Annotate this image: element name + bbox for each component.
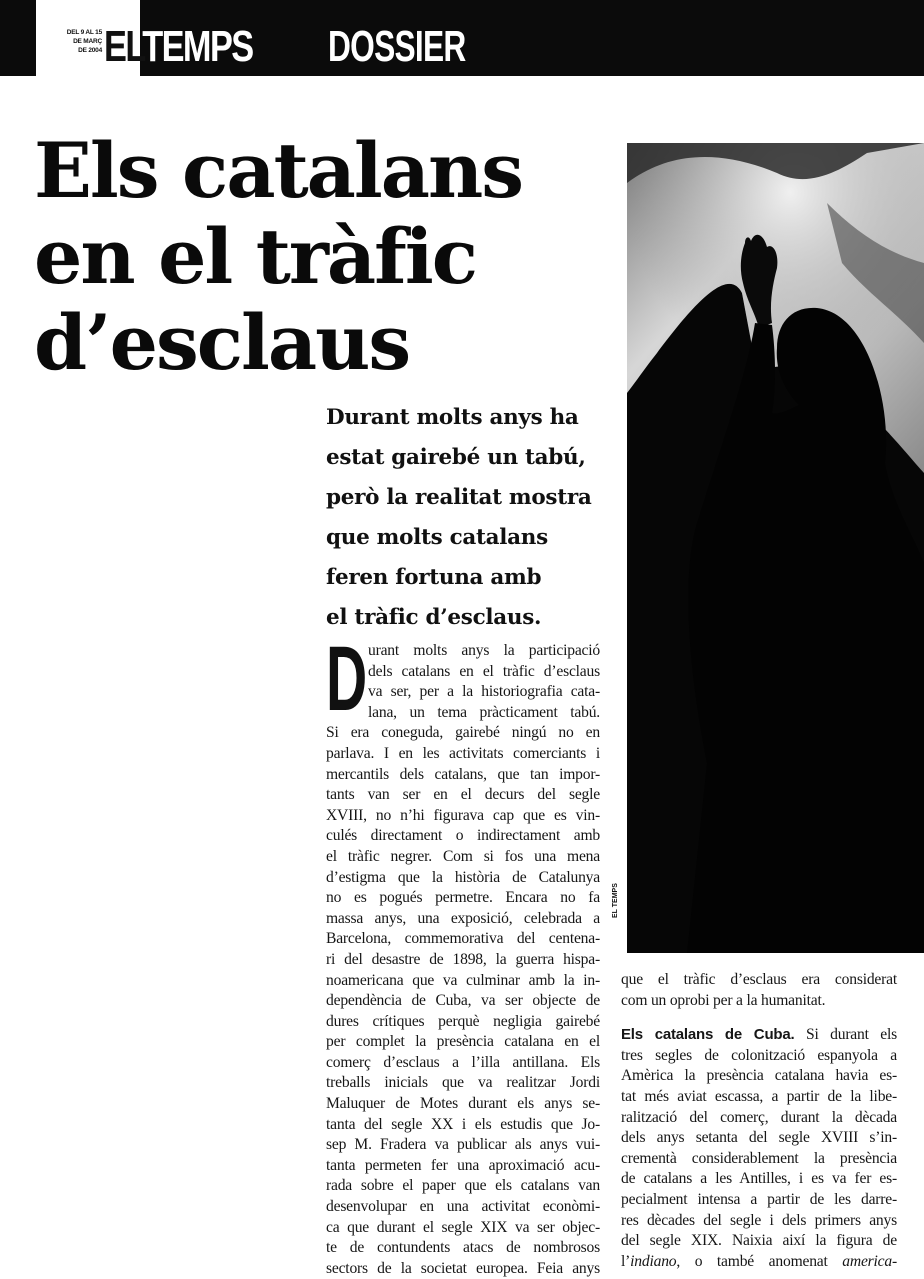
body-line: Amèrica la presència catalana havia es- [621, 1067, 897, 1085]
body-line: per complet la presència catalana en el [326, 1033, 600, 1051]
body-line: massa anys, una exposició, celebrada a [326, 909, 600, 927]
body-line: tres segles de colonització espanyola a [621, 1046, 897, 1064]
body-line: ralització del comerç, durant la dècada [621, 1108, 897, 1126]
body-line: tants van ser en el decurs del segle [326, 786, 600, 804]
body-line: tat més aviat escassa, a partir de la libe- [621, 1087, 897, 1105]
issue-date [60, 28, 102, 55]
silhouette-photo-image [627, 143, 924, 953]
issue-date-line: DE 2004 [78, 47, 102, 54]
body-line: el tràfic negrer. Com si fos una mena [326, 847, 600, 865]
body-line: desenvolupar en una activitat econòmi- [326, 1198, 600, 1216]
body-line: Si era coneguda, gairebé ningú no en [326, 724, 600, 742]
body-line: treballs inicials que va realitzar Jordi [326, 1074, 600, 1092]
body-line: dels anys setanta del segle XVIII s’in- [621, 1129, 897, 1147]
article-lead [326, 398, 616, 638]
italic-term: america- [842, 1252, 897, 1270]
headline-line: Els catalans [34, 126, 523, 215]
logo-part-temps: TEMPS [142, 22, 253, 71]
text-run: , o també anomenat [676, 1252, 843, 1270]
article-headline [34, 128, 594, 386]
italic-term: indiano [630, 1252, 677, 1270]
body-line-with-subhead [621, 1025, 897, 1046]
body-line: te de contundents atacs de nombrosos [326, 1239, 600, 1257]
body-line: noamericana que va culminar amb la in- [326, 971, 600, 989]
lead-line: però la realitat mostra [326, 485, 592, 510]
lead-line: que molts catalans [326, 525, 548, 550]
body-line: comerç d’esclaus a l’illa antillana. Els [326, 1053, 600, 1071]
body-line: ri del desastre de 1898, la guerra hispa- [326, 950, 600, 968]
body-line: rada sobre el paper que els catalans van [326, 1177, 600, 1195]
logo-part-el: EL [104, 22, 143, 71]
issue-date-line: DEL 9 AL 15 [66, 29, 102, 36]
text-run: l’ [621, 1252, 631, 1270]
body-line: Maluquer de Motes durant els anys se- [326, 1095, 600, 1113]
body-line: res dècades del segle i dels primers anys [621, 1211, 897, 1229]
article-photo [627, 143, 924, 953]
body-line: urant molts anys la participació [368, 642, 600, 659]
body-line: que el tràfic d’esclaus era considerat [621, 971, 897, 988]
subhead-continuation: Si durant els [794, 1026, 897, 1044]
body-line: dels catalans en el tràfic d’esclaus [368, 662, 600, 680]
body-line: parlava. I en les activitats comerciants i [326, 744, 600, 762]
body-line: sep M. Fradera va publicar als anys vui- [326, 1136, 600, 1154]
body-line: de catalans a les Antilles, i es va fer es- [621, 1170, 897, 1188]
body-line: culés directament o indirectament amb [326, 827, 600, 845]
section-title: DOSSIER [328, 22, 466, 71]
body-line: va ser, per a la historiografia cata- [368, 683, 600, 701]
lead-line: feren fortuna amb [326, 565, 542, 590]
lead-line: Durant molts anys ha [326, 405, 579, 430]
body-line: tanta del segle XX i els estudis que Jo- [326, 1115, 600, 1133]
body-line: no es pogués permetre. Encara no fa [326, 889, 600, 907]
body-line: crementà considerablement la presència [621, 1149, 897, 1167]
issue-date-line: DE MARÇ [73, 38, 102, 45]
headline-line: en el tràfic [34, 212, 476, 301]
body-line: d’estigma que la història de Catalunya [326, 868, 600, 886]
paragraph-gap [621, 1011, 897, 1025]
photo-credit: EL TEMPS [612, 883, 619, 918]
body-line: com un oprobi per a la humanitat. [621, 991, 826, 1009]
magazine-logo [104, 22, 253, 72]
body-line: dures crítiques perquè negligia gairebé [326, 1012, 600, 1030]
section-subhead: Els catalans de Cuba. [621, 1026, 795, 1044]
lead-line: estat gairebé un tabú, [326, 445, 586, 470]
body-column-1 [326, 628, 600, 1279]
body-line: lana, un tema pràcticament tabú. [368, 703, 600, 721]
body-line: pecialment intensa a partir de les darre- [621, 1190, 897, 1208]
body-line: sectors de la societat europea. Feia anys [326, 1259, 600, 1277]
drop-cap: D [326, 628, 368, 730]
body-line: ca que durant el segle XIX va ser objec- [326, 1218, 600, 1236]
body-line: del segle XIX. Naixia així la figura de [621, 1232, 897, 1250]
body-line: dependència de Cuba, va ser objecte de [326, 992, 600, 1010]
body-line: Barcelona, commemorativa del centena- [326, 930, 600, 948]
body-line-last [621, 1252, 897, 1273]
headline-line: d’esclaus [34, 298, 410, 387]
body-line: tanta permeten fer una aproximació acu- [326, 1156, 600, 1174]
lead-line: el tràfic d’esclaus. [326, 605, 542, 630]
body-line: mercantils dels catalans, que tan impor- [326, 765, 600, 783]
body-line: XVIII, no n’hi figurava cap que es vin- [326, 806, 600, 824]
body-column-2 [621, 970, 897, 1272]
